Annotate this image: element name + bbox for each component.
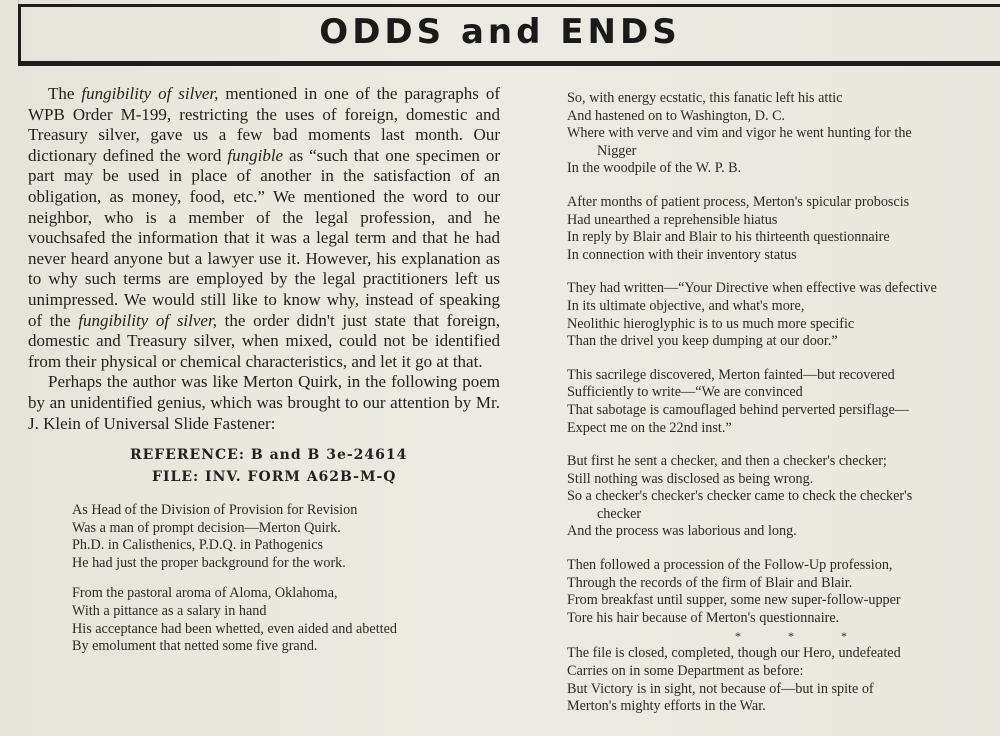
poem-line: But first he sent a checker, and then a checker's checker; [567, 453, 887, 470]
poem-line: They had written—“Your Directive when effective was defective [567, 280, 937, 297]
file-line: FILE: INV. FORM A62B-M-Q [152, 469, 397, 486]
article-prose [28, 84, 500, 434]
poem-line: From the pastoral aroma of Aloma, Oklahoma, [72, 585, 338, 602]
poem-line: Than the drivel you keep dumping at our door.” [567, 333, 838, 350]
poem-line: Still nothing was disclosed as being wrong. [567, 470, 814, 487]
poem-line: Neolithic hieroglyphic is to us much more specific [567, 315, 855, 332]
reference-line: REFERENCE: B and B 3e-24614 [130, 447, 408, 464]
poem-line: From breakfast until supper, some new super-follow-upper [567, 592, 901, 609]
poem-line: In connection with their inventory status [567, 246, 797, 263]
poem-line: Expect me on the 22nd inst.” [567, 419, 732, 436]
poem-right [567, 90, 997, 716]
poem-line: And the process was laborious and long. [567, 523, 797, 540]
poem-stanza [567, 90, 997, 178]
p1-italic-phrase: fungibility of silver, [81, 84, 219, 103]
p1-italic-phrase-2: fungibility of silver, [78, 310, 217, 330]
poem-stanza [567, 280, 997, 350]
poem-line: His acceptance had been whetted, even aided and abetted [72, 620, 397, 637]
poem-line: In the woodpile of the W. P. B. [567, 160, 742, 177]
page-title: ODDS and ENDS [319, 12, 681, 52]
paragraph-2: Perhaps the author was like Merton Quirk, in the following poem by an unidentified genius, which was brought to our attention by Mr. J. Klein of Universal Slide Fastener: [28, 372, 500, 433]
poem-line: Where with verve and vim and vigor he went hunting for the [567, 125, 912, 142]
poem-stanza [567, 453, 997, 541]
p1-italic-word: fungible [227, 145, 284, 165]
poem-line: As Head of the Division of Provision for Revision [72, 502, 358, 519]
poem-stanza [567, 645, 997, 715]
poem-stanza [567, 194, 997, 264]
paragraph-1 [28, 84, 500, 372]
poem-line: Tore his hair because of Merton's questionnaire. [567, 609, 840, 626]
poem-line: Through the records of the firm of Blair and Blair. [567, 574, 853, 591]
poem-left [72, 502, 500, 656]
poem-line: With a pittance as a salary in hand [72, 603, 267, 620]
poem-line: So a checker's checker's checker came to check the checker's [567, 488, 913, 505]
poem-line: Then followed a procession of the Follow-Up profession, [567, 557, 893, 574]
poem-line: And hastened on to Washington, D. C. [567, 107, 786, 124]
p1-text-g: the order didn't just state that foreign, domestic and Treasury silver, when mixed, could not be identified from their physical or chemical characteristics, and let it go at that. [28, 310, 501, 371]
left-column [28, 84, 500, 669]
reference-block [130, 444, 500, 488]
poem-stanza [567, 367, 997, 437]
poem-line: This sacrilege discovered, Merton fainted—but recovered [567, 366, 895, 383]
poem-line: That sabotage is camouflaged behind perverted persiflage— [567, 401, 909, 418]
p1-text-a: The [48, 84, 82, 103]
poem-stanza [567, 557, 997, 627]
poem-line: So, with energy ecstatic, this fanatic left his attic [567, 90, 843, 106]
poem-line: Was a man of prompt decision—Merton Quirk. [72, 519, 341, 536]
p1-text-c: mentioned in one of the paragraphs of WPB Order M-199, restricting the uses of foreign, domestic and Treasury silver, gave us a few bad moments last month. Our dictionary defined the word [28, 84, 500, 165]
poem-line: Carries on in some Department as before: [567, 663, 804, 680]
poem-stanza [72, 502, 500, 572]
poem-line: Had unearthed a reprehensible hiatus [567, 211, 778, 228]
poem-stanza [72, 585, 500, 655]
poem-line: After months of patient process, Merton's spicular proboscis [567, 193, 910, 210]
title-rule [18, 64, 1000, 66]
poem-line: In its ultimate objective, and what's more, [567, 297, 805, 314]
section-separator: * * * [735, 629, 869, 644]
poem-line: By emolument that netted some five grand. [72, 638, 318, 655]
poem-line: The file is closed, completed, though our Hero, undefeated [567, 645, 901, 662]
poem-line: Merton's mighty efforts in the War. [567, 698, 766, 715]
poem-line: But Victory is in sight, not because of—but in spite of [567, 680, 874, 697]
poem-line: checker [597, 505, 642, 522]
poem-line: In reply by Blair and Blair to his thirteenth questionnaire [567, 229, 890, 246]
poem-line: He had just the proper background for the work. [72, 554, 346, 571]
poem-line: Ph.D. in Calisthenics, P.D.Q. in Pathogenics [72, 537, 324, 554]
p1-text-e: as “such that one specimen or part may be used in place of another in the satisfaction of an obligation, as money, food, etc.” We mentioned the word to our neighbor, who is a member of the legal profession, and he vouchsafed the information that it was a legal term and that he had never heard anyone but a lawyer use it. However, his explanation as to why such terms are employed by the legal practitioners left us unimpressed. We would still like to know why, instead of speaking of the [28, 145, 501, 330]
poem-line: Sufficiently to write—“We are convinced [567, 384, 803, 401]
right-column [567, 90, 997, 732]
poem-line: Nigger [597, 142, 637, 159]
